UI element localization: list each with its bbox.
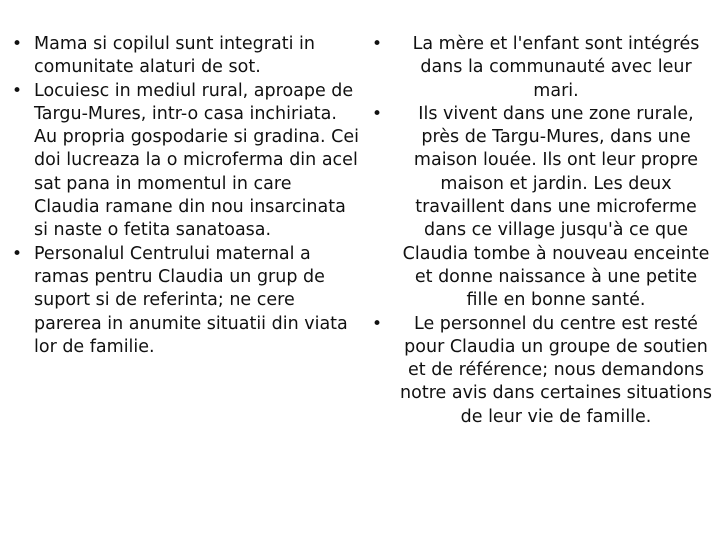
bullet-item [12, 80, 360, 243]
bullet-icon: • [12, 243, 23, 264]
right-column-french [372, 33, 712, 429]
bullet-item [372, 313, 712, 429]
bullet-icon: • [372, 103, 383, 124]
bullet-text: Locuiesc in mediul rural, aproape de Targu-Mures, intr-o casa inchiriata. Au propria gospodarie si gradina. Cei doi lucreaza la o microferma din acel sat pana in momentul in care Claudia ramane din nou insarcinata si naste o fetita sanatoasa. [34, 80, 359, 241]
bullet-item [372, 33, 712, 103]
bullet-item [12, 243, 360, 359]
bullet-icon: • [372, 313, 383, 334]
bullet-text: Le personnel du centre est resté pour Claudia un groupe de soutien et de référence; nous demandons notre avis dans certaines situations de leur vie de famille. [400, 313, 712, 427]
bullet-text: Mama si copilul sunt integrati in comunitate alaturi de sot. [34, 34, 315, 78]
bullet-text: La mère et l'enfant sont intégrés dans la communauté avec leur mari. [412, 34, 700, 101]
bullet-icon: • [12, 80, 23, 101]
bullet-icon: • [12, 34, 23, 54]
bullet-text: Personalul Centrului maternal a ramas pentru Claudia un grup de suport si de referinta; ne cere parerea in anumite situatii din viata lor de familie. [34, 243, 348, 357]
bullet-text: Ils vivent dans une zone rurale, près de Targu-Mures, dans une maison louée. Ils ont leur propre maison et jardin. Les deux travaillent dans une microferme dans ce village jusqu'à ce que Claudia tombe à nouveau enceinte et donne naissance à une petite fille en bonne santé. [402, 103, 710, 311]
bullet-item [12, 33, 360, 80]
bullet-item [372, 103, 712, 313]
bullet-icon: • [372, 34, 383, 54]
left-column-romanian [12, 33, 360, 359]
